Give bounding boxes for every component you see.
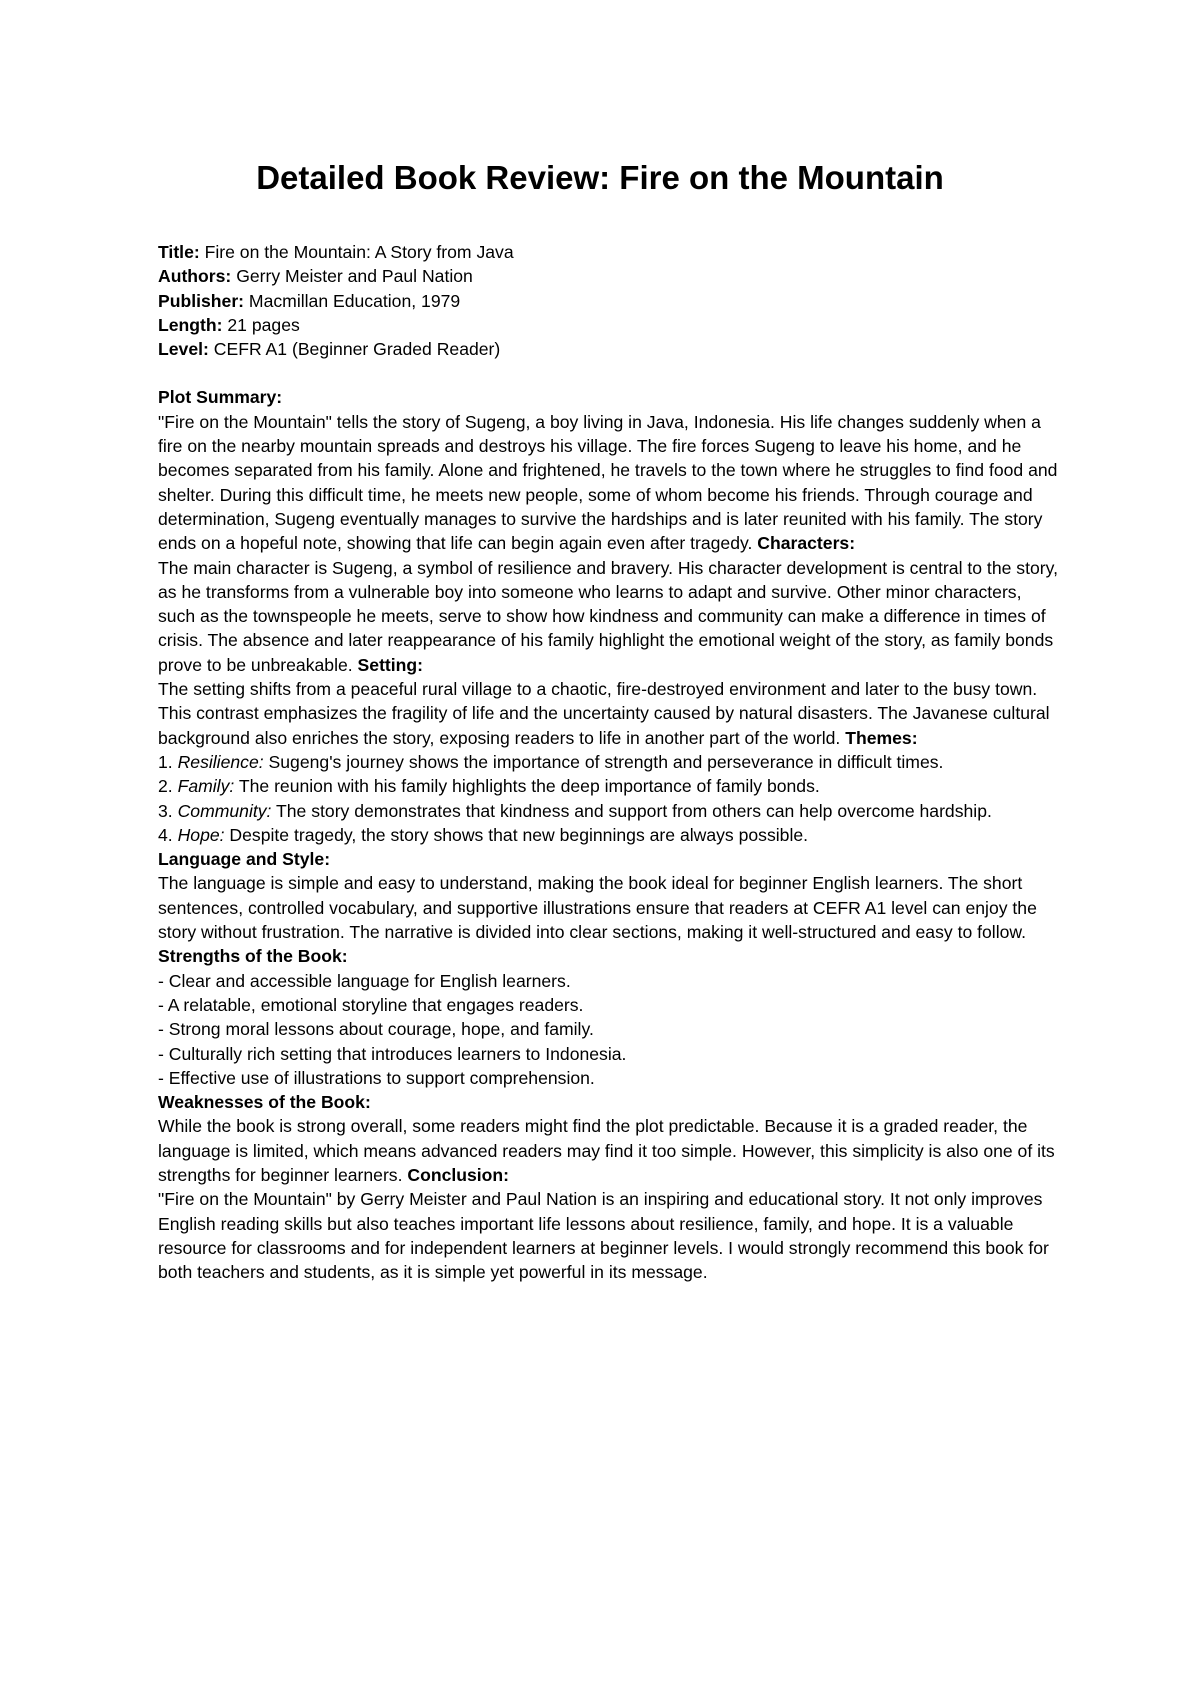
section-heading: Plot Summary: — [158, 387, 283, 408]
language-strengths-paragraph — [158, 871, 1058, 968]
characters-setting-paragraph — [158, 556, 1058, 677]
theme-text: The story demonstrates that kindness and support from others can help overcome hardship. — [276, 800, 992, 821]
meta-value: 21 pages — [227, 314, 300, 335]
strength-item: - Strong moral lessons about courage, hope, and family. — [158, 1019, 594, 1040]
setting-themes-paragraph — [158, 677, 1058, 750]
theme-number: 1. — [158, 751, 173, 772]
spacer — [158, 361, 1058, 385]
theme-item — [158, 750, 1058, 774]
characters-heading: Characters: — [757, 533, 856, 554]
section-heading: Language and Style: — [158, 849, 331, 870]
theme-item — [158, 774, 1058, 798]
conclusion-text: "Fire on the Mountain" by Gerry Meister and Paul Nation is an inspiring and educational story. It not only improves English reading skills but also teaches important life lessons about resilience, family, and hope. It is a valuable resource for classrooms and for independent learners at beginner levels. I would strongly recommend this book for both teachers and students, as it is simple yet powerful in its message. — [158, 1189, 1049, 1283]
meta-value: Fire on the Mountain: A Story from Java — [204, 242, 514, 262]
meta-publisher — [158, 289, 1058, 313]
themes-heading: Themes: — [845, 727, 918, 748]
book-meta — [158, 240, 1058, 361]
weaknesses-text: While the book is strong overall, some readers might find the plot predictable. Because it is a graded reader, the language is limited, which means advanced readers may find it too simple. However, this simplicity is also one of its strengths for beginner learners. — [158, 1116, 1055, 1185]
plot-summary-heading — [158, 385, 1058, 409]
strength-item: - A relatable, emotional storyline that engages readers. — [158, 994, 584, 1015]
theme-name: Resilience: — [177, 751, 264, 772]
theme-number: 3. — [158, 800, 173, 821]
theme-text: The reunion with his family highlights the deep importance of family bonds. — [238, 776, 820, 797]
meta-label: Publisher: — [158, 290, 245, 311]
meta-authors — [158, 264, 1058, 288]
weaknesses-heading — [158, 1090, 1058, 1114]
theme-item — [158, 823, 1058, 847]
setting-heading: Setting: — [357, 654, 424, 675]
plot-summary-text: "Fire on the Mountain" tells the story of Sugeng, a boy living in Java, Indonesia. His life changes suddenly when a fire on the nearby mountain spreads and destroys his village. The fire forces Sugeng to leave his home, and he becomes separated from his family. Alone and frightened, he travels to the town where he struggles to find food and shelter. During this difficult time, he meets new people, some of whom become his friends. Through courage and determination, Sugeng eventually manages to survive the hardships and is later reunited with his family. The story ends on a hopeful note, showing that life can begin again even after tragedy. — [158, 411, 1058, 554]
characters-text: The main character is Sugeng, a symbol of resilience and bravery. His character development is central to the story, as he transforms from a vulnerable boy into someone who learns to adapt and survive. Other minor characters, such as the townspeople he meets, serve to show how kindness and community can make a difference in times of crisis. The absence and later reappearance of his family highlight the emotional weight of the story, as family bonds prove to be unbreakable. — [158, 557, 1058, 675]
language-style-text: The language is simple and easy to understand, making the book ideal for beginner English learners. The short sentences, controlled vocabulary, and supportive illustrations ensure that readers at CEFR A1 level can enjoy the story without frustration. The narrative is divided into clear sections, making it well-structured and easy to follow. — [158, 873, 1037, 943]
theme-name: Family: — [177, 776, 235, 797]
strength-item: - Effective use of illustrations to support comprehension. — [158, 1067, 595, 1088]
meta-label: Level: — [158, 339, 209, 360]
theme-text: Despite tragedy, the story shows that new beginnings are always possible. — [229, 824, 809, 845]
theme-text: Sugeng's journey shows the importance of strength and perseverance in difficult times. — [268, 751, 944, 772]
theme-number: 2. — [158, 776, 173, 797]
meta-length — [158, 313, 1058, 337]
document-body — [158, 240, 1058, 1284]
section-heading: Weaknesses of the Book: — [158, 1092, 371, 1113]
strength-item: - Culturally rich setting that introduces learners to Indonesia. — [158, 1043, 627, 1064]
meta-label: Authors: — [158, 266, 232, 287]
theme-name: Hope: — [177, 824, 225, 845]
weaknesses-conclusion-paragraph — [158, 1114, 1058, 1187]
meta-label: Length: — [158, 314, 223, 335]
theme-item — [158, 799, 1058, 823]
theme-name: Community: — [177, 800, 272, 821]
conclusion-heading: Conclusion: — [407, 1164, 510, 1185]
setting-text: The setting shifts from a peaceful rural village to a chaotic, fire-destroyed environment and later to the busy town. This contrast emphasizes the fragility of life and the uncertainty caused by natural disasters. The Javanese cultural background also enriches the story, exposing readers to life in another part of the world. — [158, 679, 1050, 748]
meta-level — [158, 337, 1058, 361]
strength-item: - Clear and accessible language for English learners. — [158, 970, 571, 991]
meta-value: CEFR A1 (Beginner Graded Reader) — [213, 339, 501, 360]
meta-value: Macmillan Education, 1979 — [248, 290, 461, 311]
meta-value: Gerry Meister and Paul Nation — [236, 266, 473, 287]
strengths-heading: Strengths of the Book: — [158, 946, 348, 967]
meta-label: Title: — [158, 242, 200, 262]
language-style-heading — [158, 847, 1058, 871]
document-title: Detailed Book Review: Fire on the Mountain — [256, 159, 944, 196]
meta-title — [158, 240, 1058, 264]
theme-number: 4. — [158, 824, 173, 845]
plot-characters-paragraph — [158, 410, 1058, 556]
